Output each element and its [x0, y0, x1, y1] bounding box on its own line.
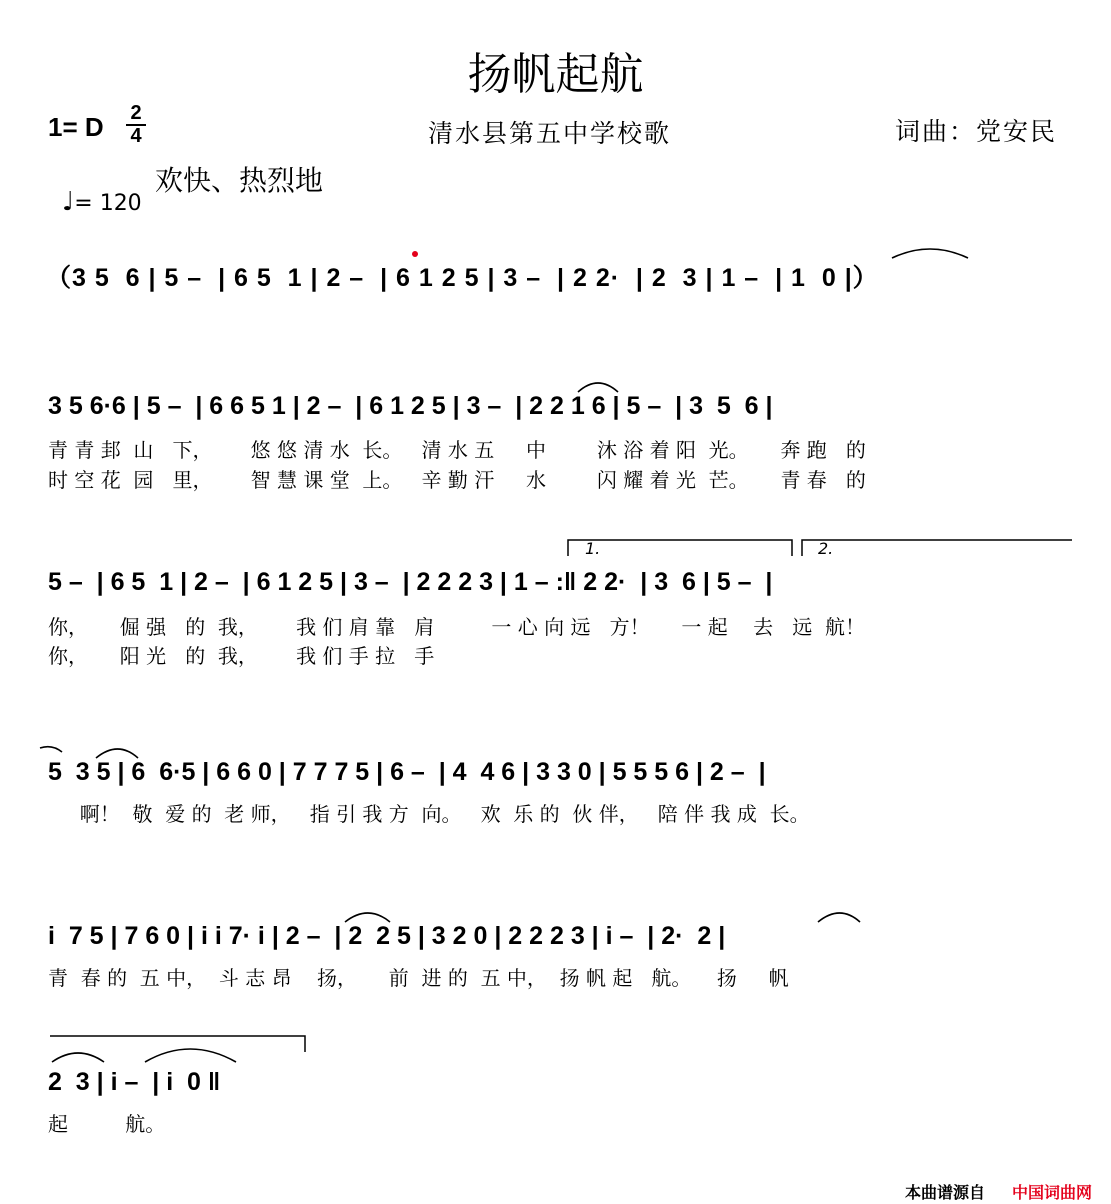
staff-row-3: 5 – | 6 5 1 | 2 – | 6 1 2 5 | 3 – | 2 2 2 3 | 1 – :‖ 2 2· | 3 6 | 5 – | — [48, 568, 773, 596]
tempo-value: = 120 — [74, 191, 142, 216]
staff-row-2: 3 5 6·6 | 5 – | 6 6 5 1 | 2 – | 6 1 2 5 | 3 – | 2 2 1 6 | 5 – | 3 5 6 | — [48, 392, 773, 420]
song-credits: 词曲：党安民 — [895, 117, 1058, 146]
volta-bracket-first — [568, 540, 792, 556]
lyric-row-2a: 青 青 邽 山 下， 悠 悠 清 水 长。 清 水 五 中 沐 浴 着 阳 光。 奔 跑 的 — [48, 438, 866, 462]
time-signature-bottom: 4 — [130, 125, 142, 147]
staff-row-4: 5 3 5 | 6 6·5 | 6 6 0 | 7 7 7 5 | 6 – | 4 4 6 | 3 3 0 | 5 5 5 6 | 2 – | — [48, 758, 766, 786]
key-signature: 1= D — [48, 112, 104, 142]
volta-second-label: 2. — [818, 539, 834, 558]
lyric-row-3a: 你， 倔 强 的 我， 我 们 肩 靠 肩 一 心 向 远 方！ 一 起 去 远 航！ — [48, 615, 865, 639]
lyric-row-3b: 你， 阳 光 的 我， 我 们 手 拉 手 — [48, 644, 435, 668]
lyric-row-4: 啊！ 敬 爱 的 老 师， 指 引 我 方 向。 欢 乐 的 伙 伴， 陪 伴 我 成 长。 — [48, 802, 810, 826]
footer-source-label: 本曲谱源自 — [905, 1183, 986, 1202]
staff-row-5: i 7 5 | 7 6 0 | i i 7· i | 2 – | 2 2 5 | 3 2 0 | 2 2 2 3 | i – | 2· 2 | — [48, 922, 726, 950]
red-mark — [412, 251, 418, 257]
lyric-row-6: 起 航。 — [48, 1112, 166, 1136]
staff-row-6: 2 3 | i – | i 0 ‖ — [48, 1068, 221, 1096]
time-signature-top: 2 — [130, 102, 142, 124]
lyric-row-5: 青 春 的 五 中， 斗 志 昂 扬， 前 进 的 五 中， 扬 帆 起 航。 扬 帆 — [48, 966, 789, 990]
song-subtitle: 清水县第五中学校歌 — [428, 119, 672, 148]
staff-row-1: （3 5 6 | 5 – | 6 5 1 | 2 – | 6 1 2 5 | 3 – | 2 2· | 2 3 | 1 – | 1 0 |） — [46, 264, 879, 292]
expression-marking: 欢快、热烈地 — [155, 164, 324, 197]
lyric-row-2b: 时 空 花 园 里， 智 慧 课 堂 上。 辛 勤 汗 水 闪 耀 着 光 芒。 青 春 的 — [48, 468, 866, 492]
volta-first-label: 1. — [585, 539, 601, 558]
quarter-note-icon: ♩ — [62, 187, 75, 217]
song-title: 扬帆起航 — [467, 49, 644, 100]
volta-bracket-second — [802, 540, 1072, 556]
footer-site-link[interactable]: 中国词曲网 — [1012, 1183, 1093, 1202]
